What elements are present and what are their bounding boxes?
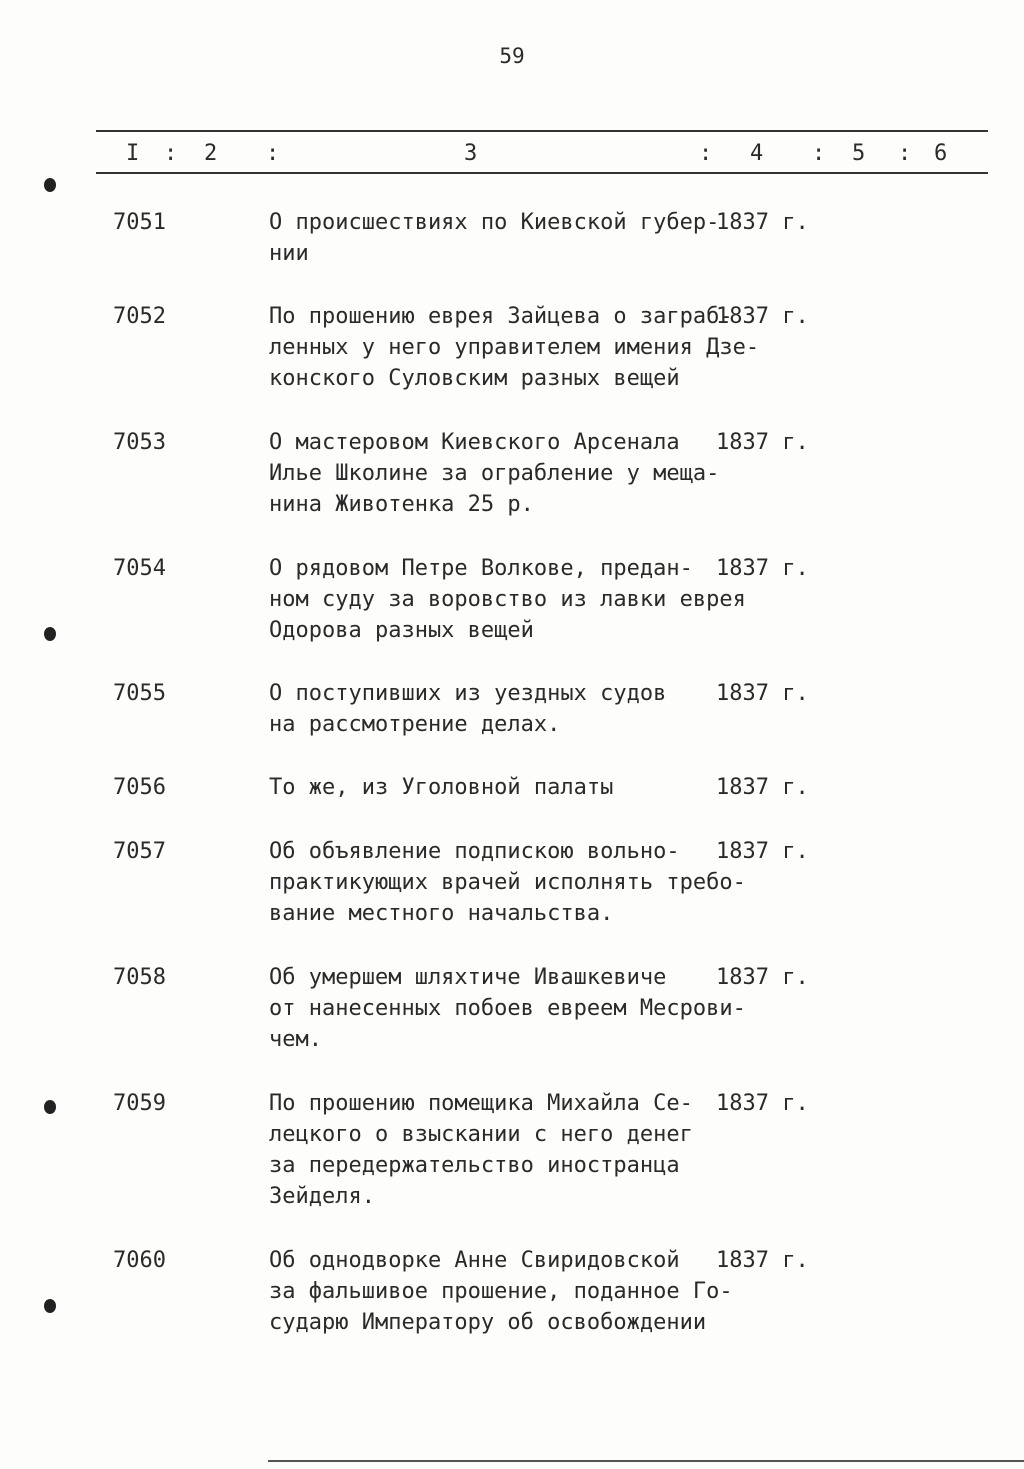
entry-description-line: конского Суловским разных вещей bbox=[269, 366, 680, 391]
column-header-3: 3 bbox=[464, 141, 478, 166]
entry-description bbox=[269, 772, 709, 803]
entry-description-line: за передержательство иностранца bbox=[269, 1153, 680, 1178]
entry-description bbox=[269, 207, 720, 269]
entry-description bbox=[269, 1088, 709, 1212]
entry-description-line: Илье Школине за ограбление у меща- bbox=[269, 461, 720, 486]
entry-number: 7055 bbox=[113, 681, 166, 706]
entry-description bbox=[269, 301, 760, 394]
entry-description bbox=[269, 678, 709, 740]
footer-line bbox=[268, 1460, 1024, 1462]
entry-number: 7058 bbox=[113, 965, 166, 990]
column-separator: : bbox=[266, 141, 280, 166]
entry-description-line: вание местного начальства. bbox=[269, 901, 614, 926]
entry-number: 7051 bbox=[113, 210, 166, 235]
entry-description-line: за фальшивое прошение, поданное Го- bbox=[269, 1279, 733, 1304]
entry-description bbox=[269, 962, 746, 1055]
entry-description-line: Об однодворке Анне Свиридовской bbox=[269, 1248, 680, 1273]
entry-description bbox=[269, 836, 746, 929]
entry-description-line: По прошению еврея Зайцева о заграб- bbox=[269, 304, 733, 329]
column-separator: : bbox=[898, 141, 912, 166]
entry-description-line: Одорова разных вещей bbox=[269, 618, 534, 643]
entry-description-line: лецкого о взыскании с него денег bbox=[269, 1122, 693, 1147]
punch-hole bbox=[44, 627, 56, 641]
entry-description-line: О происшествиях по Киевской губер- bbox=[269, 210, 720, 235]
entry-number: 7056 bbox=[113, 775, 166, 800]
table-top-rule bbox=[96, 130, 988, 132]
entry-description-line: практикующих врачей исполнять требо- bbox=[269, 870, 746, 895]
table-header-rule bbox=[96, 172, 988, 174]
page-number: 59 bbox=[499, 44, 525, 68]
entry-description-line: ном суду за воровство из лавки еврея bbox=[269, 587, 746, 612]
entry-year: 1837 г. bbox=[716, 839, 809, 864]
entry-description bbox=[269, 427, 720, 520]
entry-description-line: ленных у него управителем имения Дзе- bbox=[269, 335, 760, 360]
entry-number: 7057 bbox=[113, 839, 166, 864]
entry-description-line: сударю Императору об освобождении bbox=[269, 1310, 707, 1335]
entry-number: 7054 bbox=[113, 556, 166, 581]
column-separator: : bbox=[812, 141, 826, 166]
punch-hole bbox=[44, 1100, 56, 1114]
entry-year: 1837 г. bbox=[716, 430, 809, 455]
entry-number: 7053 bbox=[113, 430, 166, 455]
column-header-4: 4 bbox=[750, 141, 764, 166]
entry-description-line: на рассмотрение делах. bbox=[269, 712, 561, 737]
column-header-6: 6 bbox=[934, 141, 948, 166]
punch-hole bbox=[44, 178, 56, 192]
entry-description bbox=[269, 1245, 733, 1338]
entry-description-line: О рядовом Петре Волкове, предан- bbox=[269, 556, 693, 581]
entry-description bbox=[269, 553, 746, 646]
entry-description-line: Об умершем шляхтиче Ивашкевиче bbox=[269, 965, 667, 990]
entry-description-line: О поступивших из уездных судов bbox=[269, 681, 667, 706]
punch-hole bbox=[44, 1299, 56, 1313]
column-header-1: I bbox=[126, 141, 140, 166]
column-separator: : bbox=[164, 141, 178, 166]
entry-description-line: чем. bbox=[269, 1027, 322, 1052]
column-header-2: 2 bbox=[204, 141, 218, 166]
entry-number: 7059 bbox=[113, 1091, 166, 1116]
column-separator: : bbox=[699, 141, 713, 166]
entry-description-line: О мастеровом Киевского Арсенала bbox=[269, 430, 680, 455]
entry-year: 1837 г. bbox=[716, 1091, 809, 1116]
entry-year: 1837 г. bbox=[716, 210, 809, 235]
entry-year: 1837 г. bbox=[716, 1248, 809, 1273]
entry-description-line: от нанесенных побоев евреем Месрови- bbox=[269, 996, 746, 1021]
entry-description-line: То же, из Уголовной палаты bbox=[269, 775, 614, 800]
entry-year: 1837 г. bbox=[716, 556, 809, 581]
entry-year: 1837 г. bbox=[716, 304, 809, 329]
entry-description-line: Об объявление подпискою вольно- bbox=[269, 839, 680, 864]
entry-year: 1837 г. bbox=[716, 965, 809, 990]
entry-year: 1837 г. bbox=[716, 775, 809, 800]
entry-description-line: нина Животенка 25 р. bbox=[269, 492, 534, 517]
entry-number: 7060 bbox=[113, 1248, 166, 1273]
entry-description-line: нии bbox=[269, 241, 309, 266]
entry-number: 7052 bbox=[113, 304, 166, 329]
entry-description-line: Зейделя. bbox=[269, 1184, 375, 1209]
entry-year: 1837 г. bbox=[716, 681, 809, 706]
column-header-5: 5 bbox=[852, 141, 866, 166]
column-header-row bbox=[96, 141, 988, 167]
entry-description-line: По прошению помещика Михайла Се- bbox=[269, 1091, 693, 1116]
